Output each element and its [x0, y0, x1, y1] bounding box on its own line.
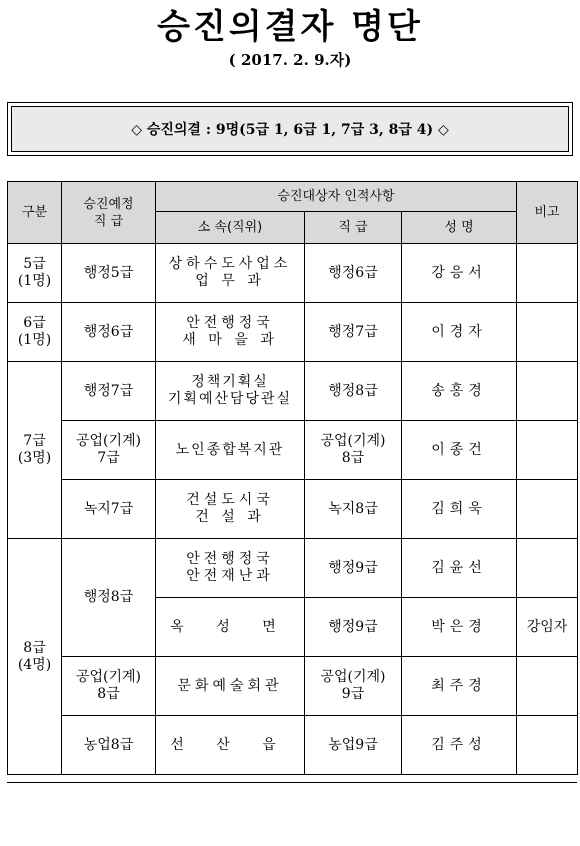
header-name: 성 명	[402, 212, 517, 244]
cell-remarks	[517, 303, 578, 362]
cell-remarks	[517, 539, 578, 598]
cell-target-grade: 행정6급	[62, 303, 156, 362]
cell-target-grade: 녹지7급	[62, 480, 156, 539]
table-row	[8, 362, 578, 421]
cell-category: 5급 (1명)	[8, 244, 62, 303]
cell-affiliation: 문화예술회관	[156, 657, 305, 716]
cell-name: 박은경	[402, 598, 517, 657]
document-title: 승진의결자 명단	[157, 7, 423, 47]
cell-affiliation: 노인종합복지관	[156, 421, 305, 480]
cell-remarks	[517, 362, 578, 421]
cell-category: 7급 (3명)	[8, 362, 62, 539]
cell-target-grade: 농업8급	[62, 716, 156, 775]
cell-affiliation: 건설도시국 건 설 과	[156, 480, 305, 539]
cell-name: 최주경	[402, 657, 517, 716]
header-remarks: 비고	[517, 182, 578, 244]
cell-grade: 농업9급	[305, 716, 402, 775]
table-row	[8, 244, 578, 303]
cell-remarks	[517, 244, 578, 303]
summary-text: ◇ 승진의결 : 9명(5급 1, 6급 1, 7급 3, 8급 4) ◇	[11, 106, 569, 152]
cell-target-grade: 행정5급	[62, 244, 156, 303]
cell-affiliation: 정책기획실 기획예산담당관실	[156, 362, 305, 421]
summary-box	[7, 102, 573, 156]
cell-name: 강응서	[402, 244, 517, 303]
cell-affiliation: 선 산 읍	[156, 716, 305, 775]
cell-target-grade: 행정8급	[62, 539, 156, 657]
table-row	[8, 480, 578, 539]
cell-category: 6급 (1명)	[8, 303, 62, 362]
cell-remarks: 강임자	[517, 598, 578, 657]
cell-remarks	[517, 657, 578, 716]
cell-name: 김주성	[402, 716, 517, 775]
header-target-grade: 승진예정 직 급	[62, 182, 156, 244]
cell-grade: 행정9급	[305, 539, 402, 598]
header-category: 구분	[8, 182, 62, 244]
table-row	[8, 421, 578, 480]
cell-grade: 행정9급	[305, 598, 402, 657]
table-row	[8, 303, 578, 362]
cell-grade: 행정6급	[305, 244, 402, 303]
cell-grade: 녹지8급	[305, 480, 402, 539]
cell-name: 김희욱	[402, 480, 517, 539]
cell-affiliation: 상하수도사업소 업 무 과	[156, 244, 305, 303]
cell-grade: 공업(기계) 8급	[305, 421, 402, 480]
cell-name: 이종건	[402, 421, 517, 480]
cell-name: 이경자	[402, 303, 517, 362]
bottom-rule	[7, 782, 577, 783]
cell-affiliation: 안전행정국 새 마 을 과	[156, 303, 305, 362]
header-personnel-group: 승진대상자 인적사항	[156, 182, 517, 212]
cell-target-grade: 행정7급	[62, 362, 156, 421]
cell-category: 8급 (4명)	[8, 539, 62, 775]
promotion-table	[7, 181, 578, 775]
cell-grade: 행정7급	[305, 303, 402, 362]
cell-affiliation: 안전행정국 안전재난과	[156, 539, 305, 598]
cell-remarks	[517, 480, 578, 539]
header-grade: 직 급	[305, 212, 402, 244]
cell-remarks	[517, 716, 578, 775]
document-date: ( 2017. 2. 9.자)	[228, 51, 352, 69]
cell-target-grade: 공업(기계) 8급	[62, 657, 156, 716]
cell-name: 송홍경	[402, 362, 517, 421]
table-row	[8, 657, 578, 716]
cell-target-grade: 공업(기계) 7급	[62, 421, 156, 480]
table-row	[8, 539, 578, 598]
cell-name: 김윤선	[402, 539, 517, 598]
cell-affiliation: 옥 성 면	[156, 598, 305, 657]
cell-grade: 행정8급	[305, 362, 402, 421]
cell-grade: 공업(기계) 9급	[305, 657, 402, 716]
table-row	[8, 716, 578, 775]
header-affiliation: 소 속(직위)	[156, 212, 305, 244]
cell-remarks	[517, 421, 578, 480]
